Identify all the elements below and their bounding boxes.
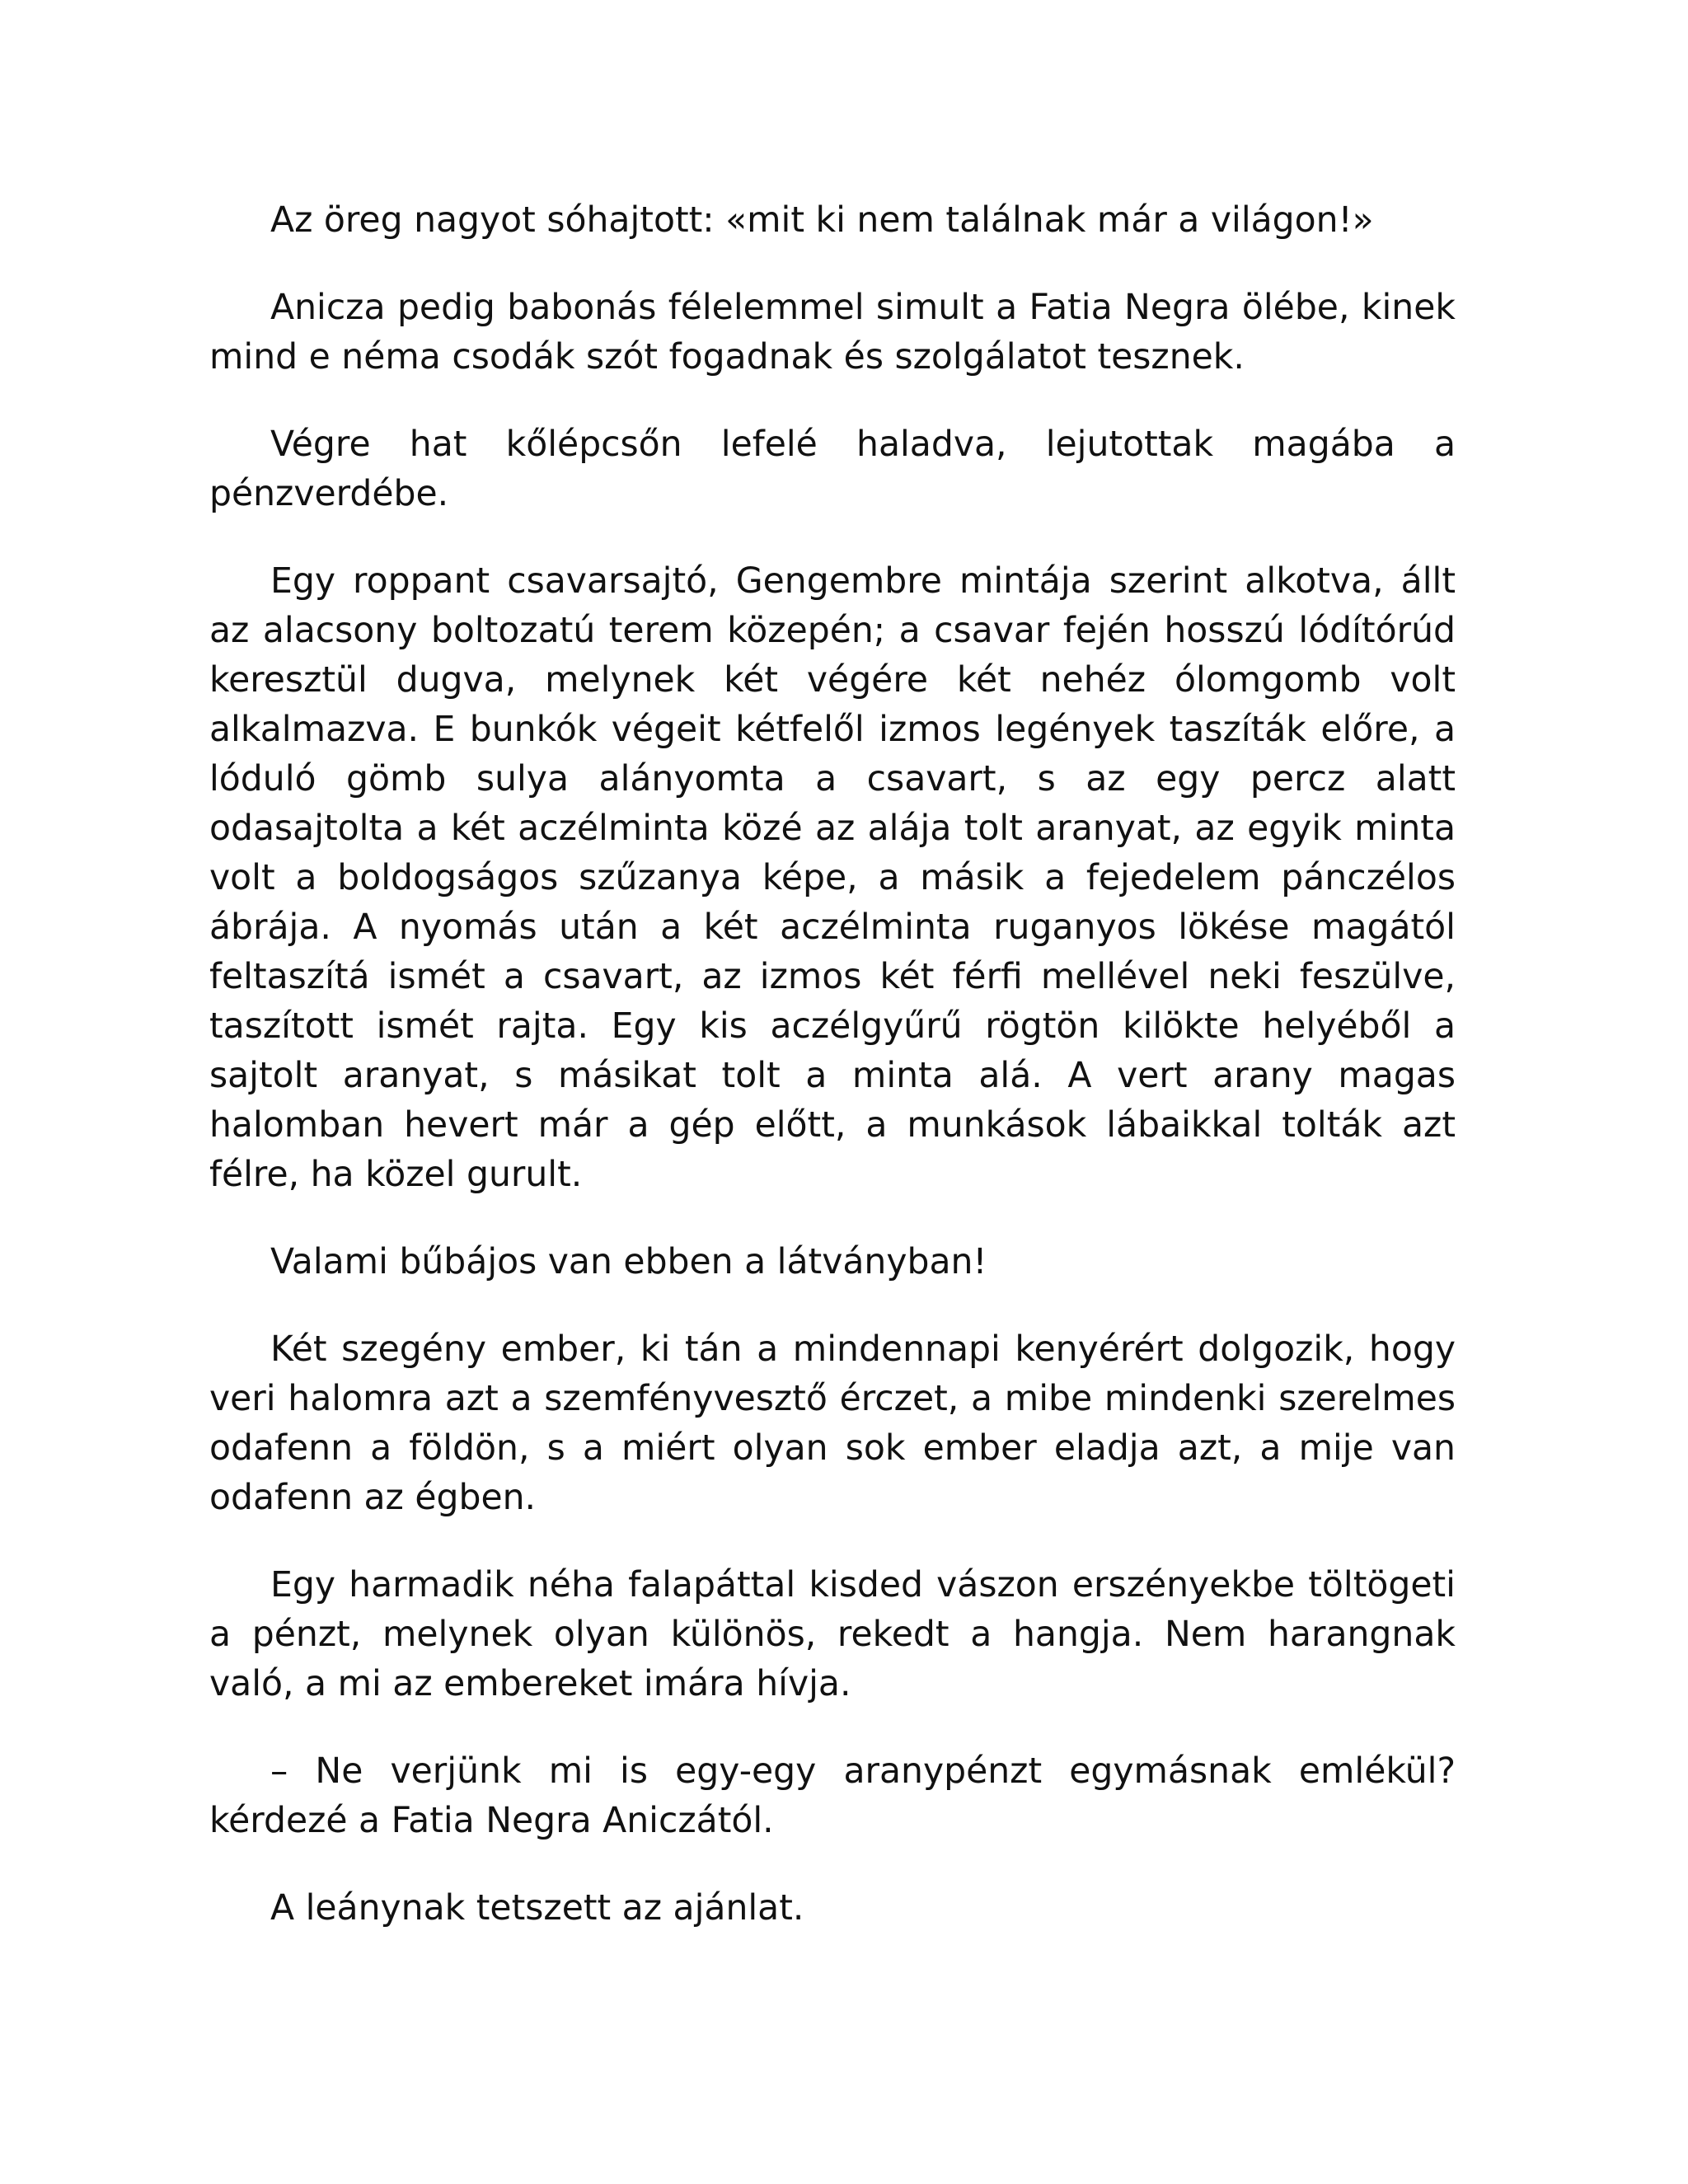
paragraph-4: Egy roppant csavarsajtó, Gengembre mintája szerint alkotva, állt az alacsony boltozatú terem közepén; a csavar fején hosszú lódítórúd keresztül dugva, melynek két végére két nehéz ólomgomb volt alkalmazva. E bunkók végeit kétfelől izmos legények taszíták előre, a lóduló gömb sulya alányomta a csavart, s az egy percz alatt odasajtolta a két aczélminta közé az alája tolt aranyat, az egyik minta volt a boldogságos szűzanya képe, a másik a fejedelem pánczélos ábrája. A nyomás után a két aczélminta ruganyos lökése magától feltaszítá ismét a csavart, az izmos két férfi mellével neki feszülve, taszított ismét rajta. Egy kis aczélgyűrű rögtön kilökte helyéből a sajtolt aranyat, s másikat tolt a minta alá. A vert arany magas halomban hevert már a gép előtt, a munkások lábaikkal tolták azt félre, ha közel gurult. <box>209 561 1456 1195</box>
paragraph-9: A leánynak tetszett az ajánlat. <box>270 1888 804 1929</box>
paragraph-1: Az öreg nagyot sóhajtott: «mit ki nem találnak már a világon!» <box>270 200 1374 241</box>
paragraph-2: Anicza pedig babonás félelemmel simult a Fatia Negra ölébe, kinek mind e néma csodák szót fogadnak és szolgálatot tesznek. <box>209 288 1456 377</box>
paragraph-8: – Ne verjünk mi is egy-egy aranypénzt egymásnak emlékül? kérdezé a Fatia Negra Aniczától. <box>209 1751 1456 1841</box>
paragraph-3: Végre hat kőlépcsőn lefelé haladva, lejutottak magába a pénzverdébe. <box>209 424 1456 514</box>
paragraph-7: Egy harmadik néha falapáttal kisded vászon erszényekbe töltögeti a pénzt, melynek olyan különös, rekedt a hangja. Nem harangnak való, a mi az embereket imára hívja. <box>209 1565 1456 1704</box>
paragraph-5: Valami bűbájos van ebben a látványban! <box>270 1242 987 1282</box>
document-page <box>209 196 1456 1971</box>
paragraph-6: Két szegény ember, ki tán a mindennapi kenyérért dolgozik, hogy veri halomra azt a szemfényvesztő érczet, a mibe mindenki szerelmes odafenn a földön, s a miért olyan sok ember eladja azt, a mije van odafenn az égben. <box>209 1329 1456 1518</box>
